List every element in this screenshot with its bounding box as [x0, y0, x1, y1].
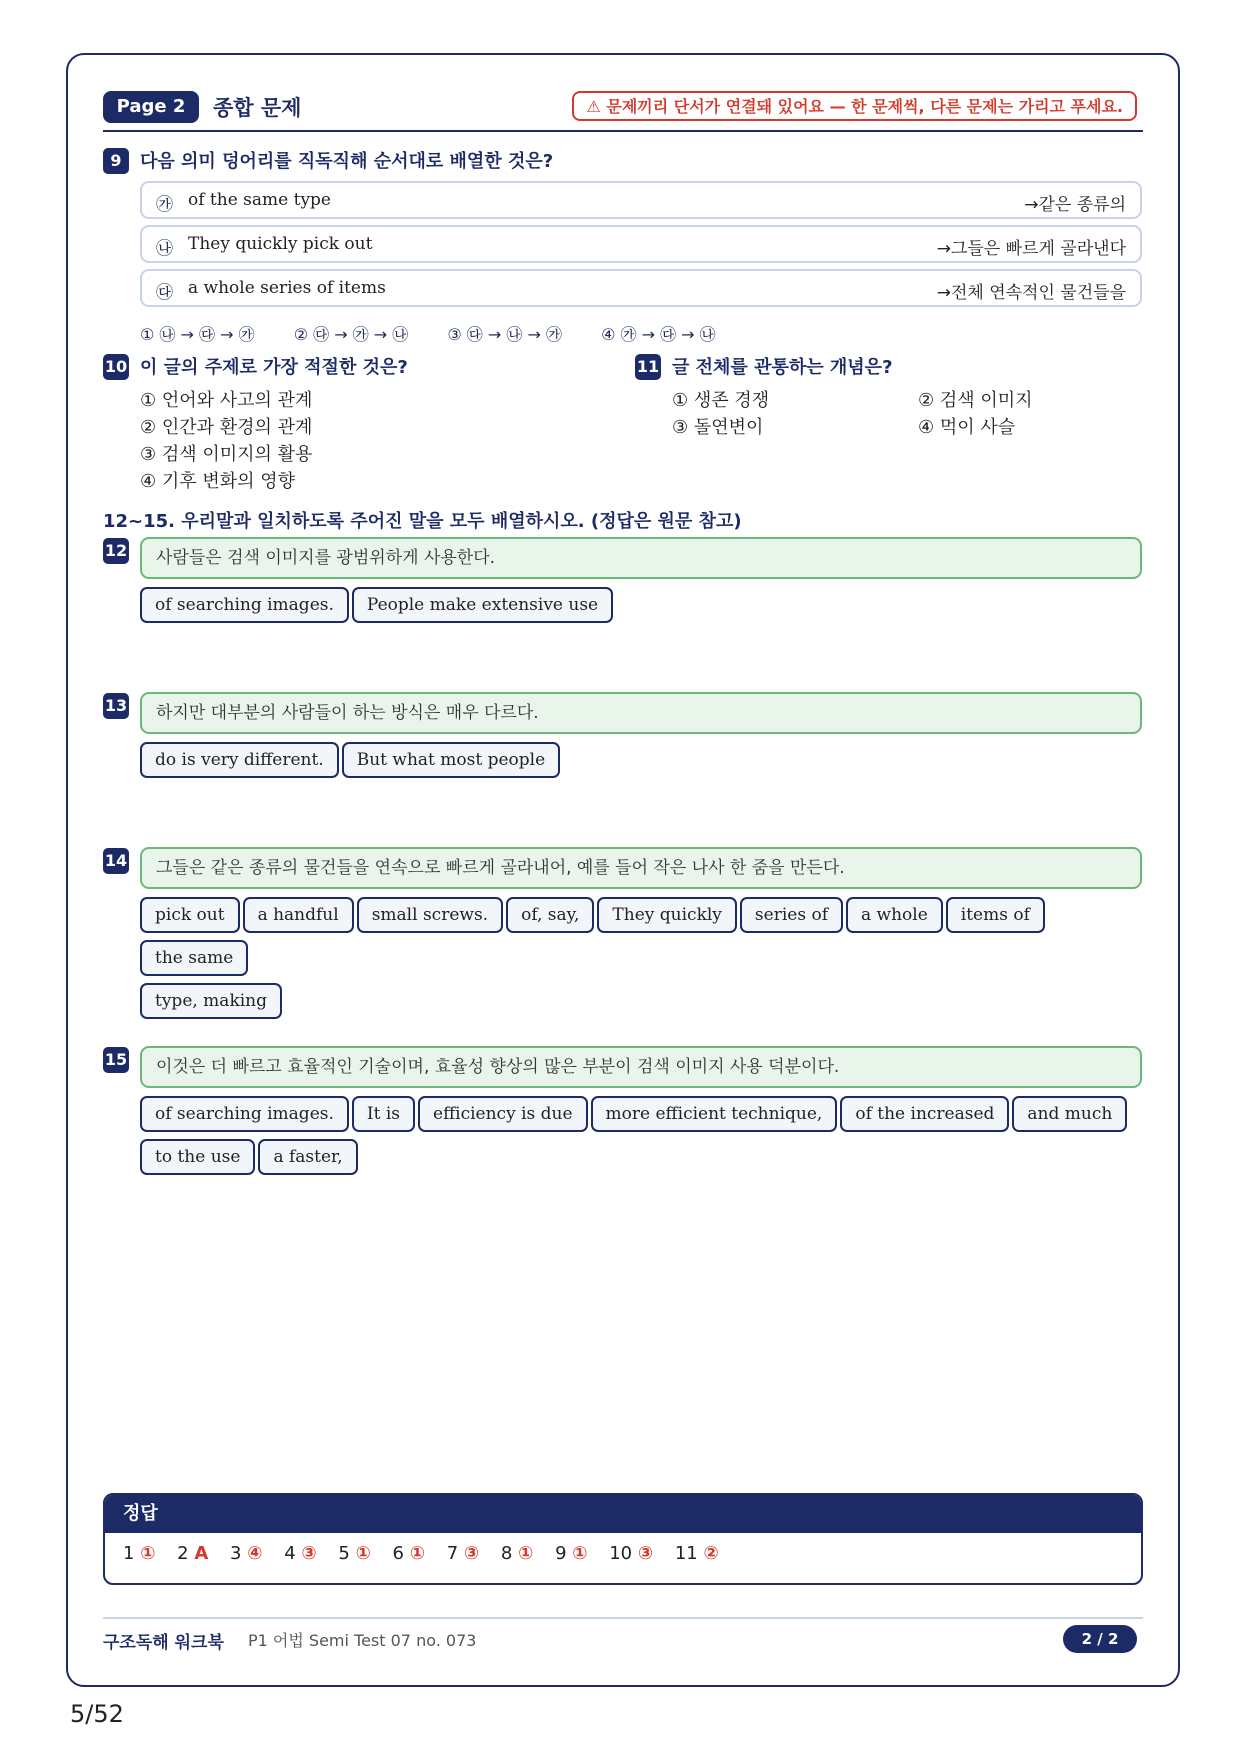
word-bank-12 [140, 587, 1150, 630]
chunk-english: They quickly pick out [188, 234, 373, 254]
footer-brand: 구조독해 워크북 [103, 1633, 224, 1653]
word-bank-14 [140, 897, 1150, 1026]
answer-item [555, 1543, 587, 1564]
word-chip[interactable]: of the increased [840, 1096, 1009, 1132]
word-chip[interactable]: small screws. [357, 897, 503, 933]
option-2[interactable]: ② 인간과 환경의 관계 [140, 417, 313, 438]
option-3[interactable]: ③ 검색 이미지의 활용 [140, 444, 313, 465]
answer-item [609, 1543, 653, 1564]
chunk-mark: ㉰ [156, 283, 173, 303]
question-number-11: 11 [635, 354, 661, 380]
question-number-14: 14 [103, 848, 129, 874]
answer-number: 6 [392, 1543, 404, 1564]
answer-value: ① [572, 1543, 588, 1564]
question-9-text: 다음 의미 덩어리를 직독직해 순서대로 배열한 것은? [140, 151, 554, 172]
answer-number: 11 [674, 1543, 698, 1564]
answer-value: ② [703, 1543, 719, 1564]
korean-sentence-box: 사람들은 검색 이미지를 광범위하게 사용한다. [140, 537, 1142, 579]
question-number-10: 10 [103, 354, 129, 380]
answer-item [284, 1543, 316, 1564]
chunk-korean: →그들은 빠르게 골라낸다 [936, 239, 1126, 259]
answer-value: ① [355, 1543, 371, 1564]
word-chip[interactable]: pick out [140, 897, 240, 933]
answer-value: ③ [637, 1543, 654, 1564]
answer-item [230, 1543, 262, 1564]
answer-number: 9 [555, 1543, 567, 1564]
chunk-row-ga [140, 181, 1142, 219]
korean-sentence-box: 하지만 대부분의 사람들이 하는 방식은 매우 다르다. [140, 692, 1142, 734]
option-3[interactable]: ③ 돌연변이 [672, 417, 764, 438]
answer-number: 1 [123, 1543, 135, 1564]
answer-value: ③ [301, 1543, 317, 1564]
option-1[interactable]: ① 생존 경쟁 [672, 390, 770, 411]
answer-number: 8 [500, 1543, 513, 1564]
word-chip[interactable]: to the use [140, 1139, 255, 1175]
question-number-12: 12 [103, 538, 129, 564]
question-10-text: 이 글의 주제로 가장 적절한 것은? [140, 357, 408, 378]
word-chip[interactable]: of searching images. [140, 587, 349, 623]
document-page-count: 5/52 [70, 1700, 124, 1728]
option-4[interactable]: ④ 기후 변화의 영향 [140, 471, 296, 492]
footer-page-badge: 2 / 2 [1063, 1625, 1137, 1653]
word-chip[interactable]: more efficient technique, [591, 1096, 838, 1132]
word-chip[interactable]: do is very different. [140, 742, 339, 778]
answer-key-title: 정답 [105, 1495, 1141, 1533]
word-chip[interactable]: of, say, [506, 897, 594, 933]
answer-value: ④ [247, 1543, 263, 1564]
page-title: 종합 문제 [213, 96, 302, 120]
question-number-13: 13 [103, 693, 129, 719]
answer-number: 3 [230, 1543, 242, 1564]
footer-divider [103, 1617, 1143, 1619]
chunk-mark: ㉯ [156, 239, 173, 259]
chunk-english: of the same type [188, 190, 331, 210]
answer-value: ① [140, 1543, 156, 1564]
chunk-row-na [140, 225, 1142, 263]
word-chip[interactable]: They quickly [597, 897, 737, 933]
page-label: Page 2 [103, 91, 199, 123]
answer-number: 4 [284, 1543, 296, 1564]
answer-item [447, 1543, 479, 1564]
word-chip[interactable]: series of [740, 897, 843, 933]
word-chip[interactable]: It is [352, 1096, 415, 1132]
chunk-korean: →전체 연속적인 물건들을 [936, 283, 1126, 303]
question-number-9: 9 [103, 148, 129, 174]
answer-value: A [194, 1543, 209, 1564]
word-chip[interactable]: People make extensive use [352, 587, 613, 623]
question-9-options [140, 322, 750, 345]
option-2[interactable]: ② ㉰ → ㉮ → ㉯ [293, 325, 409, 344]
chunk-mark: ㉮ [156, 195, 173, 215]
option-2[interactable]: ② 검색 이미지 [918, 390, 1033, 411]
option-1[interactable]: ① ㉯ → ㉰ → ㉮ [140, 325, 255, 344]
word-bank-13 [140, 742, 1150, 785]
answer-item [123, 1543, 155, 1564]
word-chip[interactable]: type, making [140, 983, 282, 1019]
word-chip[interactable]: a whole [846, 897, 943, 933]
answer-value: ① [409, 1543, 425, 1564]
korean-sentence-box: 그들은 같은 종류의 물건들을 연속으로 빠르게 골라내어, 예를 들어 작은 나사 한 줌을 만든다. [140, 847, 1142, 889]
korean-sentence-box: 이것은 더 빠르고 효율적인 기술이며, 효율성 향상의 많은 부분이 검색 이미지 사용 덕분이다. [140, 1046, 1142, 1088]
answer-item [177, 1543, 208, 1564]
warning-badge: ⚠ 문제끼리 단서가 연결돼 있어요 — 한 문제씩, 다른 문제는 가리고 푸세요. [572, 91, 1137, 121]
word-chip[interactable]: and much [1012, 1096, 1127, 1132]
answer-item [675, 1543, 719, 1564]
word-chip[interactable]: the same [140, 940, 248, 976]
footer-subtitle: P1 어법 Semi Test 07 no. 073 [248, 1631, 477, 1650]
word-chip[interactable]: a handful [243, 897, 354, 933]
word-bank-15 [140, 1096, 1150, 1182]
answer-value: ③ [463, 1543, 480, 1564]
word-chip[interactable]: a faster, [258, 1139, 357, 1175]
answer-key-list [105, 1533, 1141, 1564]
answer-number: 7 [446, 1543, 459, 1564]
chunk-english: a whole series of items [188, 278, 386, 298]
section-title: 12~15. 우리말과 일치하도록 주어진 말을 모두 배열하시오. (정답은 원문 참고) [103, 511, 742, 532]
answer-key-panel [103, 1493, 1143, 1585]
option-3[interactable]: ③ ㉰ → ㉯ → ㉮ [447, 325, 562, 344]
word-chip[interactable]: items of [946, 897, 1045, 933]
page-header [103, 90, 1143, 132]
word-chip[interactable]: efficiency is due [418, 1096, 588, 1132]
answer-number: 2 [177, 1543, 189, 1564]
option-1[interactable]: ① 언어와 사고의 관계 [140, 390, 313, 411]
answer-value: ① [518, 1543, 534, 1564]
option-4[interactable]: ④ 먹이 사슬 [918, 417, 1016, 438]
chunk-row-da [140, 269, 1142, 307]
question-number-15: 15 [103, 1047, 129, 1073]
chunk-korean: →같은 종류의 [1024, 195, 1126, 215]
answer-item [501, 1543, 533, 1564]
answer-item [338, 1543, 370, 1564]
answer-number: 5 [338, 1543, 350, 1564]
word-chip[interactable]: of searching images. [140, 1096, 349, 1132]
word-chip[interactable]: But what most people [342, 742, 560, 778]
option-4[interactable]: ④ ㉮ → ㉰ → ㉯ [601, 325, 716, 344]
answer-number: 10 [609, 1543, 633, 1564]
answer-item [393, 1543, 425, 1564]
question-11-text: 글 전체를 관통하는 개념은? [672, 357, 893, 378]
